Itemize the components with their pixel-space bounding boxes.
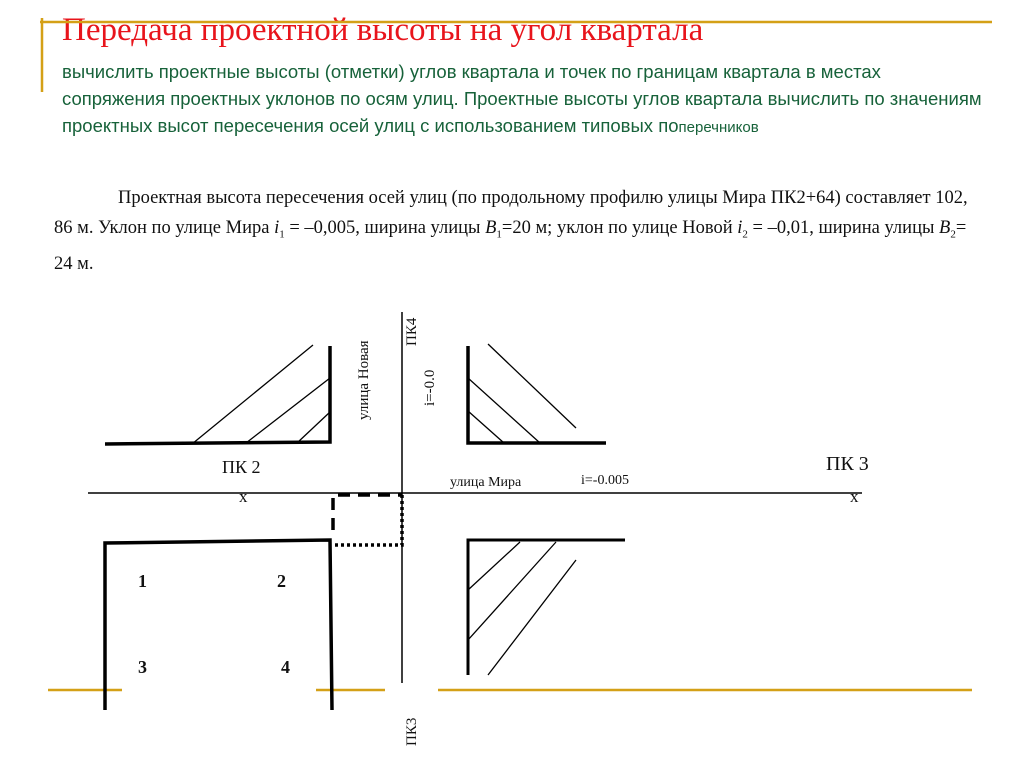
decor-lines (40, 18, 992, 690)
var-i2: i (737, 217, 743, 238)
block-lower-left (105, 540, 332, 710)
var-b2: B (939, 217, 951, 238)
hatch (468, 344, 576, 443)
corner-dashed (333, 495, 402, 530)
body-text: = –0,005, ширина улицы (284, 217, 486, 238)
block-upper-right (468, 346, 606, 443)
block-upper-left (105, 346, 330, 444)
label-pk3-bottom: ПК3 (404, 717, 420, 746)
corner-4: 4 (281, 657, 290, 677)
block-lower-right (468, 540, 625, 675)
corner-dotted (333, 495, 402, 545)
label-x-left: x (239, 487, 248, 506)
label-pk4: ПК4 (404, 317, 420, 346)
slide-title: Передача проектной высоты на угол квартала (62, 12, 704, 48)
sub: 1 (496, 228, 502, 241)
label-pk3-right: ПК 3 (826, 453, 869, 475)
body-text: Проектная высота пересечения осей улиц (по продольному профилю улицы Мира ПК2+64) составляет 102, 86 м. Уклон по улице Мира (54, 188, 968, 238)
label-street-novaya: улица Новая (356, 340, 372, 420)
sub: 2 (742, 228, 748, 241)
subtitle-tail: перечников (678, 119, 759, 136)
label-x-right: x (850, 487, 859, 506)
body-text: = –0,01, ширина улицы (747, 217, 940, 238)
label-slope-novaya: i=-0.0 (422, 369, 438, 406)
var-i1: i (274, 217, 280, 238)
body-text: уклон по улице Новой (552, 217, 738, 238)
label-street-mira: улица Мира (450, 475, 522, 490)
corner-2: 2 (277, 571, 286, 591)
label-pk2: ПК 2 (222, 457, 261, 477)
hatch (468, 542, 576, 675)
body-text: = 24 м. (54, 217, 967, 274)
subtitle-text: вычислить проектные высоты (отметки) углов квартала и точек по границам квартала в местах сопряжения проектных уклонов по осям улиц. Проектные высоты углов квартала вычислить по значениям проектных высот пересечения осей улиц с использованием типовых по (62, 61, 982, 136)
var-b1: B (485, 217, 497, 238)
sub: 2 (950, 228, 956, 241)
corner-1: 1 (138, 571, 147, 591)
corner-3: 3 (138, 657, 147, 677)
body-text: =20 м; (501, 217, 553, 238)
hatch (192, 345, 330, 444)
sub: 1 (279, 228, 285, 241)
label-slope-mira: i=-0.005 (581, 473, 629, 488)
